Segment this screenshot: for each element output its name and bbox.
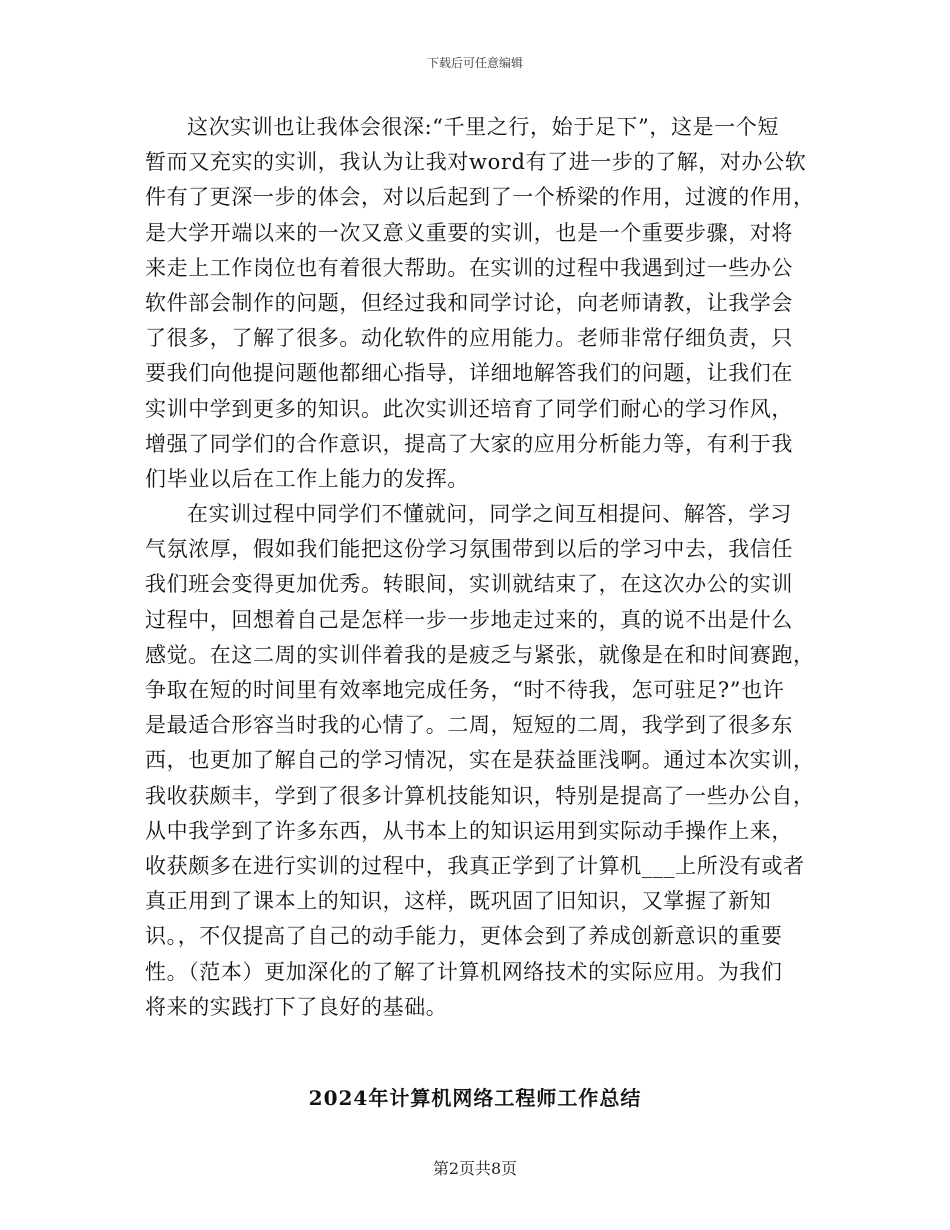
body-text (145, 110, 815, 1025)
text-line: 我收获颇丰，学到了很多计算机技能知识，特别是提高了一些办公自， (145, 783, 815, 808)
text-line: 西，也更加了解自己的学习情况，实在是获益匪浅啊。通过本次实训， (145, 748, 815, 773)
text-line: 将来的实践打下了良好的基础。 (145, 994, 448, 1019)
text-line: 是大学开端以来的一次又意义重要的实训，也是一个重要步骤，对将 (145, 220, 793, 245)
text-line: 要我们向他提问题他都细心指导，详细地解答我们的问题，让我们在 (145, 361, 793, 386)
text-line: 这次实训也让我体会很深:“千里之行，始于足下”，这是一个短 (187, 115, 779, 139)
text-line: 争取在短的时间里有效率地完成任务，“时不待我，怎可驻足?”也许 (145, 678, 785, 702)
text-line: 来走上工作岗位也有着很大帮助。在实训的过程中我遇到过一些办公 (145, 255, 793, 280)
text-line: 软件部会制作的问题，但经过我和同学讨论，向老师请教，让我学会 (145, 290, 793, 315)
text-line: 收获颇多在进行实训的过程中，我真正学到了计算机___上所没有或者 (145, 853, 805, 878)
text-line: 了很多，了解了很多。动化软件的应用能力。老师非常仔细负责，只 (145, 326, 793, 351)
text-line: 们毕业以后在工作上能力的发挥。 (145, 466, 469, 491)
text-line: 在实训过程中同学们不懂就问，同学之间互相提问、解答，学习 (187, 502, 792, 527)
text-line: 从中我学到了许多东西，从书本上的知识运用到实际动手操作上来， (145, 818, 793, 843)
text-line: 是最适合形容当时我的心情了。二周，短短的二周，我学到了很多东 (145, 713, 793, 738)
header-note: 下载后可任意编辑 (426, 56, 523, 70)
page-number: 第2页共8页 (432, 1159, 518, 1178)
text-line: 性。（范本）更加深化的了解了计算机网络技术的实际应用。为我们 (145, 959, 783, 984)
text-line: 暂而又充实的实训，我认为让我对word有了进一步的了解，对办公软 (145, 150, 807, 175)
document-title: 2024年计算机网络工程师工作总结 (308, 1086, 642, 1110)
text-line: 实训中学到更多的知识。此次实训还培育了同学们耐心的学习作风， (145, 396, 793, 421)
paragraph (145, 497, 815, 1025)
text-line: 真正用到了课本上的知识，这样，既巩固了旧知识，又掌握了新知 (145, 889, 772, 914)
paragraph (145, 110, 815, 497)
text-line: 增强了同学们的合作意识，提高了大家的应用分析能力等，有利于我 (145, 431, 793, 456)
text-line: 我们班会变得更加优秀。转眼间，实训就结束了，在这次办公的实训 (145, 572, 793, 597)
text-line: 感觉。在这二周的实训伴着我的是疲乏与紧张，就像是在和时间赛跑， (145, 642, 815, 667)
text-line: 过程中，回想着自己是怎样一步一步地走过来的，真的说不出是什么 (145, 607, 793, 632)
text-line: 识。，不仅提高了自己的动手能力，更体会到了养成创新意识的重要 (145, 924, 783, 949)
text-line: 件有了更深一步的体会，对以后起到了一个桥梁的作用，过渡的作用， (145, 185, 815, 210)
text-line: 气氛浓厚，假如我们能把这份学习氛围带到以后的学习中去，我信任 (145, 537, 793, 562)
